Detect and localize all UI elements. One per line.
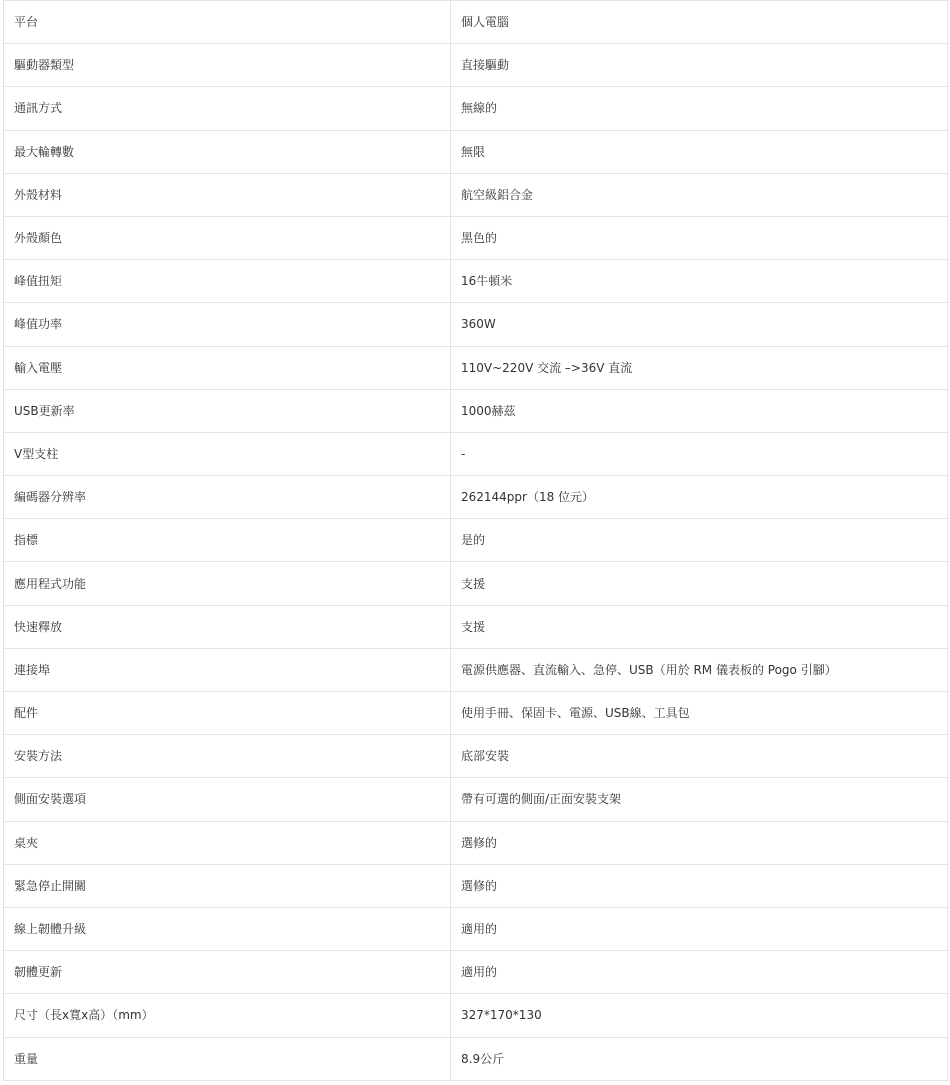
spec-value: 個人電腦 xyxy=(451,1,948,44)
table-row-app-function xyxy=(4,562,948,605)
table-row-emergency-stop xyxy=(4,864,948,907)
table-row-encoder-resolution xyxy=(4,476,948,519)
spec-label: 峰值扭矩 xyxy=(4,260,451,303)
spec-value: 使用手冊、保固卡、電源、USB線、工具包 xyxy=(451,692,948,735)
spec-value: 110V~220V 交流 –>36V 直流 xyxy=(451,346,948,389)
spec-label: V型支柱 xyxy=(4,432,451,475)
table-row-communication xyxy=(4,87,948,130)
table-row-housing-color xyxy=(4,216,948,259)
spec-value: 16牛頓米 xyxy=(451,260,948,303)
table-row-v-strut xyxy=(4,432,948,475)
spec-table-body xyxy=(4,1,948,1081)
spec-label: 編碼器分辨率 xyxy=(4,476,451,519)
table-row-drive-type xyxy=(4,44,948,87)
table-row-quick-release xyxy=(4,605,948,648)
table-row-usb-rate xyxy=(4,389,948,432)
spec-label: 外殼材料 xyxy=(4,173,451,216)
spec-label: 驅動器類型 xyxy=(4,44,451,87)
spec-label: 線上韌體升級 xyxy=(4,907,451,950)
spec-label: 安裝方法 xyxy=(4,735,451,778)
spec-value: 航空級鋁合金 xyxy=(451,173,948,216)
spec-label: 通訊方式 xyxy=(4,87,451,130)
table-row-desk-clamp xyxy=(4,821,948,864)
spec-label: 應用程式功能 xyxy=(4,562,451,605)
spec-label: 指標 xyxy=(4,519,451,562)
spec-label: 外殼顏色 xyxy=(4,216,451,259)
spec-value: 360W xyxy=(451,303,948,346)
spec-value: 無線的 xyxy=(451,87,948,130)
spec-label: 輸入電壓 xyxy=(4,346,451,389)
spec-label: 緊急停止開關 xyxy=(4,864,451,907)
table-row-input-voltage xyxy=(4,346,948,389)
spec-label: 配件 xyxy=(4,692,451,735)
spec-table xyxy=(3,0,948,1081)
table-row-platform xyxy=(4,1,948,44)
spec-value: - xyxy=(451,432,948,475)
spec-label: 側面安裝選項 xyxy=(4,778,451,821)
table-row-peak-power xyxy=(4,303,948,346)
spec-value: 支援 xyxy=(451,562,948,605)
table-row-ports xyxy=(4,648,948,691)
table-row-accessories xyxy=(4,692,948,735)
table-row-housing-material xyxy=(4,173,948,216)
spec-value: 無限 xyxy=(451,130,948,173)
spec-label: 快速釋放 xyxy=(4,605,451,648)
table-row-peak-torque xyxy=(4,260,948,303)
table-row-max-rotation xyxy=(4,130,948,173)
spec-value: 支援 xyxy=(451,605,948,648)
table-row-mount-method xyxy=(4,735,948,778)
spec-value: 電源供應器、直流輸入、急停、USB（用於 RM 儀表板的 Pogo 引腳） xyxy=(451,648,948,691)
spec-value: 是的 xyxy=(451,519,948,562)
spec-label: 尺寸（長x寬x高）（mm） xyxy=(4,994,451,1037)
spec-label: 韌體更新 xyxy=(4,951,451,994)
table-row-dimensions xyxy=(4,994,948,1037)
table-row-weight xyxy=(4,1037,948,1080)
table-row-indicator xyxy=(4,519,948,562)
spec-value: 帶有可選的側面/正面安裝支架 xyxy=(451,778,948,821)
spec-label: 桌夾 xyxy=(4,821,451,864)
spec-value: 黑色的 xyxy=(451,216,948,259)
spec-label: USB更新率 xyxy=(4,389,451,432)
spec-value: 選修的 xyxy=(451,864,948,907)
spec-value: 適用的 xyxy=(451,907,948,950)
spec-label: 平台 xyxy=(4,1,451,44)
spec-label: 最大輪轉數 xyxy=(4,130,451,173)
spec-value: 直接驅動 xyxy=(451,44,948,87)
spec-label: 重量 xyxy=(4,1037,451,1080)
spec-label: 峰值功率 xyxy=(4,303,451,346)
spec-value: 327*170*130 xyxy=(451,994,948,1037)
table-row-firmware-update xyxy=(4,951,948,994)
spec-label: 連接埠 xyxy=(4,648,451,691)
spec-value: 選修的 xyxy=(451,821,948,864)
spec-value: 適用的 xyxy=(451,951,948,994)
spec-value: 1000赫茲 xyxy=(451,389,948,432)
table-row-online-firmware-upgrade xyxy=(4,907,948,950)
spec-value: 262144ppr（18 位元） xyxy=(451,476,948,519)
table-row-side-mount xyxy=(4,778,948,821)
spec-value: 8.9公斤 xyxy=(451,1037,948,1080)
spec-value: 底部安裝 xyxy=(451,735,948,778)
